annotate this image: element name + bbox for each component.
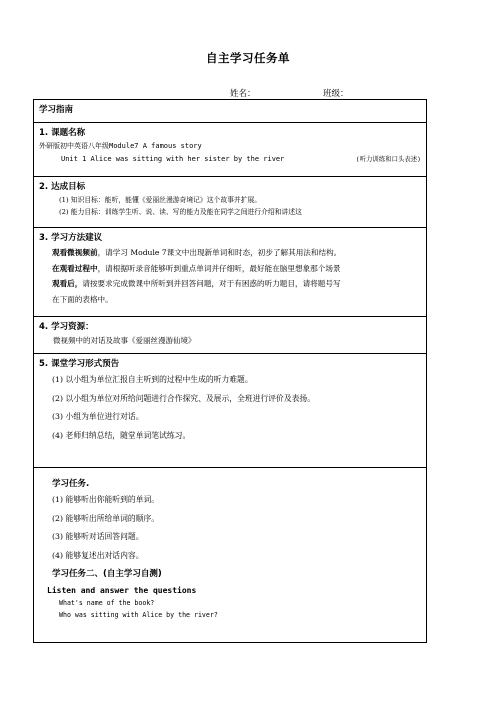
class-label: 班级： (323, 89, 349, 99)
course-heading: 1. 课题名称 (39, 128, 86, 138)
method-before-label: 观看微视频前 (52, 248, 98, 257)
name-class-line (230, 87, 349, 99)
method-after-text: 请按要求完成微课中所听到并回答问题，对于有困惑的听力题目，请将题号写 (82, 279, 341, 288)
course-line-1: 外研版初中英语八年级Module7 A famous story (39, 142, 202, 150)
method-during-text: ，请根据听录音能够听到重点单词并仔细听，最好能在脑里想象那个场景 (97, 263, 341, 273)
method-section (34, 228, 426, 317)
method-during-label: 在观看过程中 (52, 263, 98, 273)
page-title: 自主学习任务单 (206, 51, 290, 65)
question-item: What's name of the book? (59, 599, 155, 607)
tasks-heading: 学习任务. (52, 479, 90, 489)
forms-item: (1) 以小组为单位汇报自主听到的过程中生成的听力难题。 (52, 375, 253, 384)
forms-heading: 5. 课堂学习形式预告 (39, 359, 120, 369)
resources-heading: 4. 学习资源： (39, 322, 94, 332)
goals-section (34, 177, 426, 228)
course-line-2 (39, 153, 421, 166)
method-paragraph (39, 245, 421, 307)
resources-text: 微视频中的对话及故事《爱丽丝漫游仙境》 (53, 336, 196, 345)
resources-section (34, 317, 426, 354)
method-after-label: 观看后， (52, 279, 83, 288)
listen-heading (39, 584, 421, 597)
method-heading: 3. 学习方法建议 (39, 233, 103, 243)
guide-heading: 学习指南 (39, 105, 74, 115)
course-section (34, 123, 426, 177)
forms-item: (2) 以小组为单位对所给问题进行合作探究、及展示，全班进行评价及表扬。 (52, 393, 316, 403)
question-item: Who was sitting with Alice by the river? (59, 611, 218, 619)
goals-heading: 2. 达成目标 (39, 182, 86, 192)
method-before-text: ，请学习 Module 7课文中出现新单词和时态，初步了解其用法和结构。 (97, 248, 342, 257)
task-item: (4) 能够复述出对话内容。 (52, 550, 144, 560)
task-sheet-table (33, 99, 427, 643)
task-item: (3) 能够听对话回答问题。 (52, 532, 144, 541)
guide-section (34, 100, 426, 123)
name-label: 姓名： (230, 89, 256, 99)
method-after-text-cont: 在下面的表格中。 (52, 294, 113, 304)
task-item: (2) 能够听出所给单词的顺序。 (52, 513, 160, 523)
forms-item: (3) 小组为单位进行对话。 (52, 412, 144, 421)
forms-item: (4) 老师归纳总结，随堂单词笔试练习。 (52, 430, 191, 440)
goal-item: (2) 能力目标：训练学生听、说、读、写的能力及能在同学之间进行介绍和讲述这 (59, 208, 302, 216)
course-note: (听力训练和口头表述) (355, 155, 421, 163)
goal-item: (1) 知识目标：能听，能懂《爱丽丝漫游奇境记》这个故事并扩展。 (59, 196, 262, 204)
listen-heading-text: Listen and answer the questions (47, 586, 197, 595)
task-item: (1) 能够听出你能听到的单词。 (52, 495, 160, 504)
tasks-heading-2: 学习任务二、(自主学习自测) (52, 569, 162, 579)
course-unit-title: Unit 1 Alice was sitting with her sister by the river (61, 155, 285, 163)
tasks-section (34, 468, 426, 642)
forms-section (34, 354, 426, 468)
